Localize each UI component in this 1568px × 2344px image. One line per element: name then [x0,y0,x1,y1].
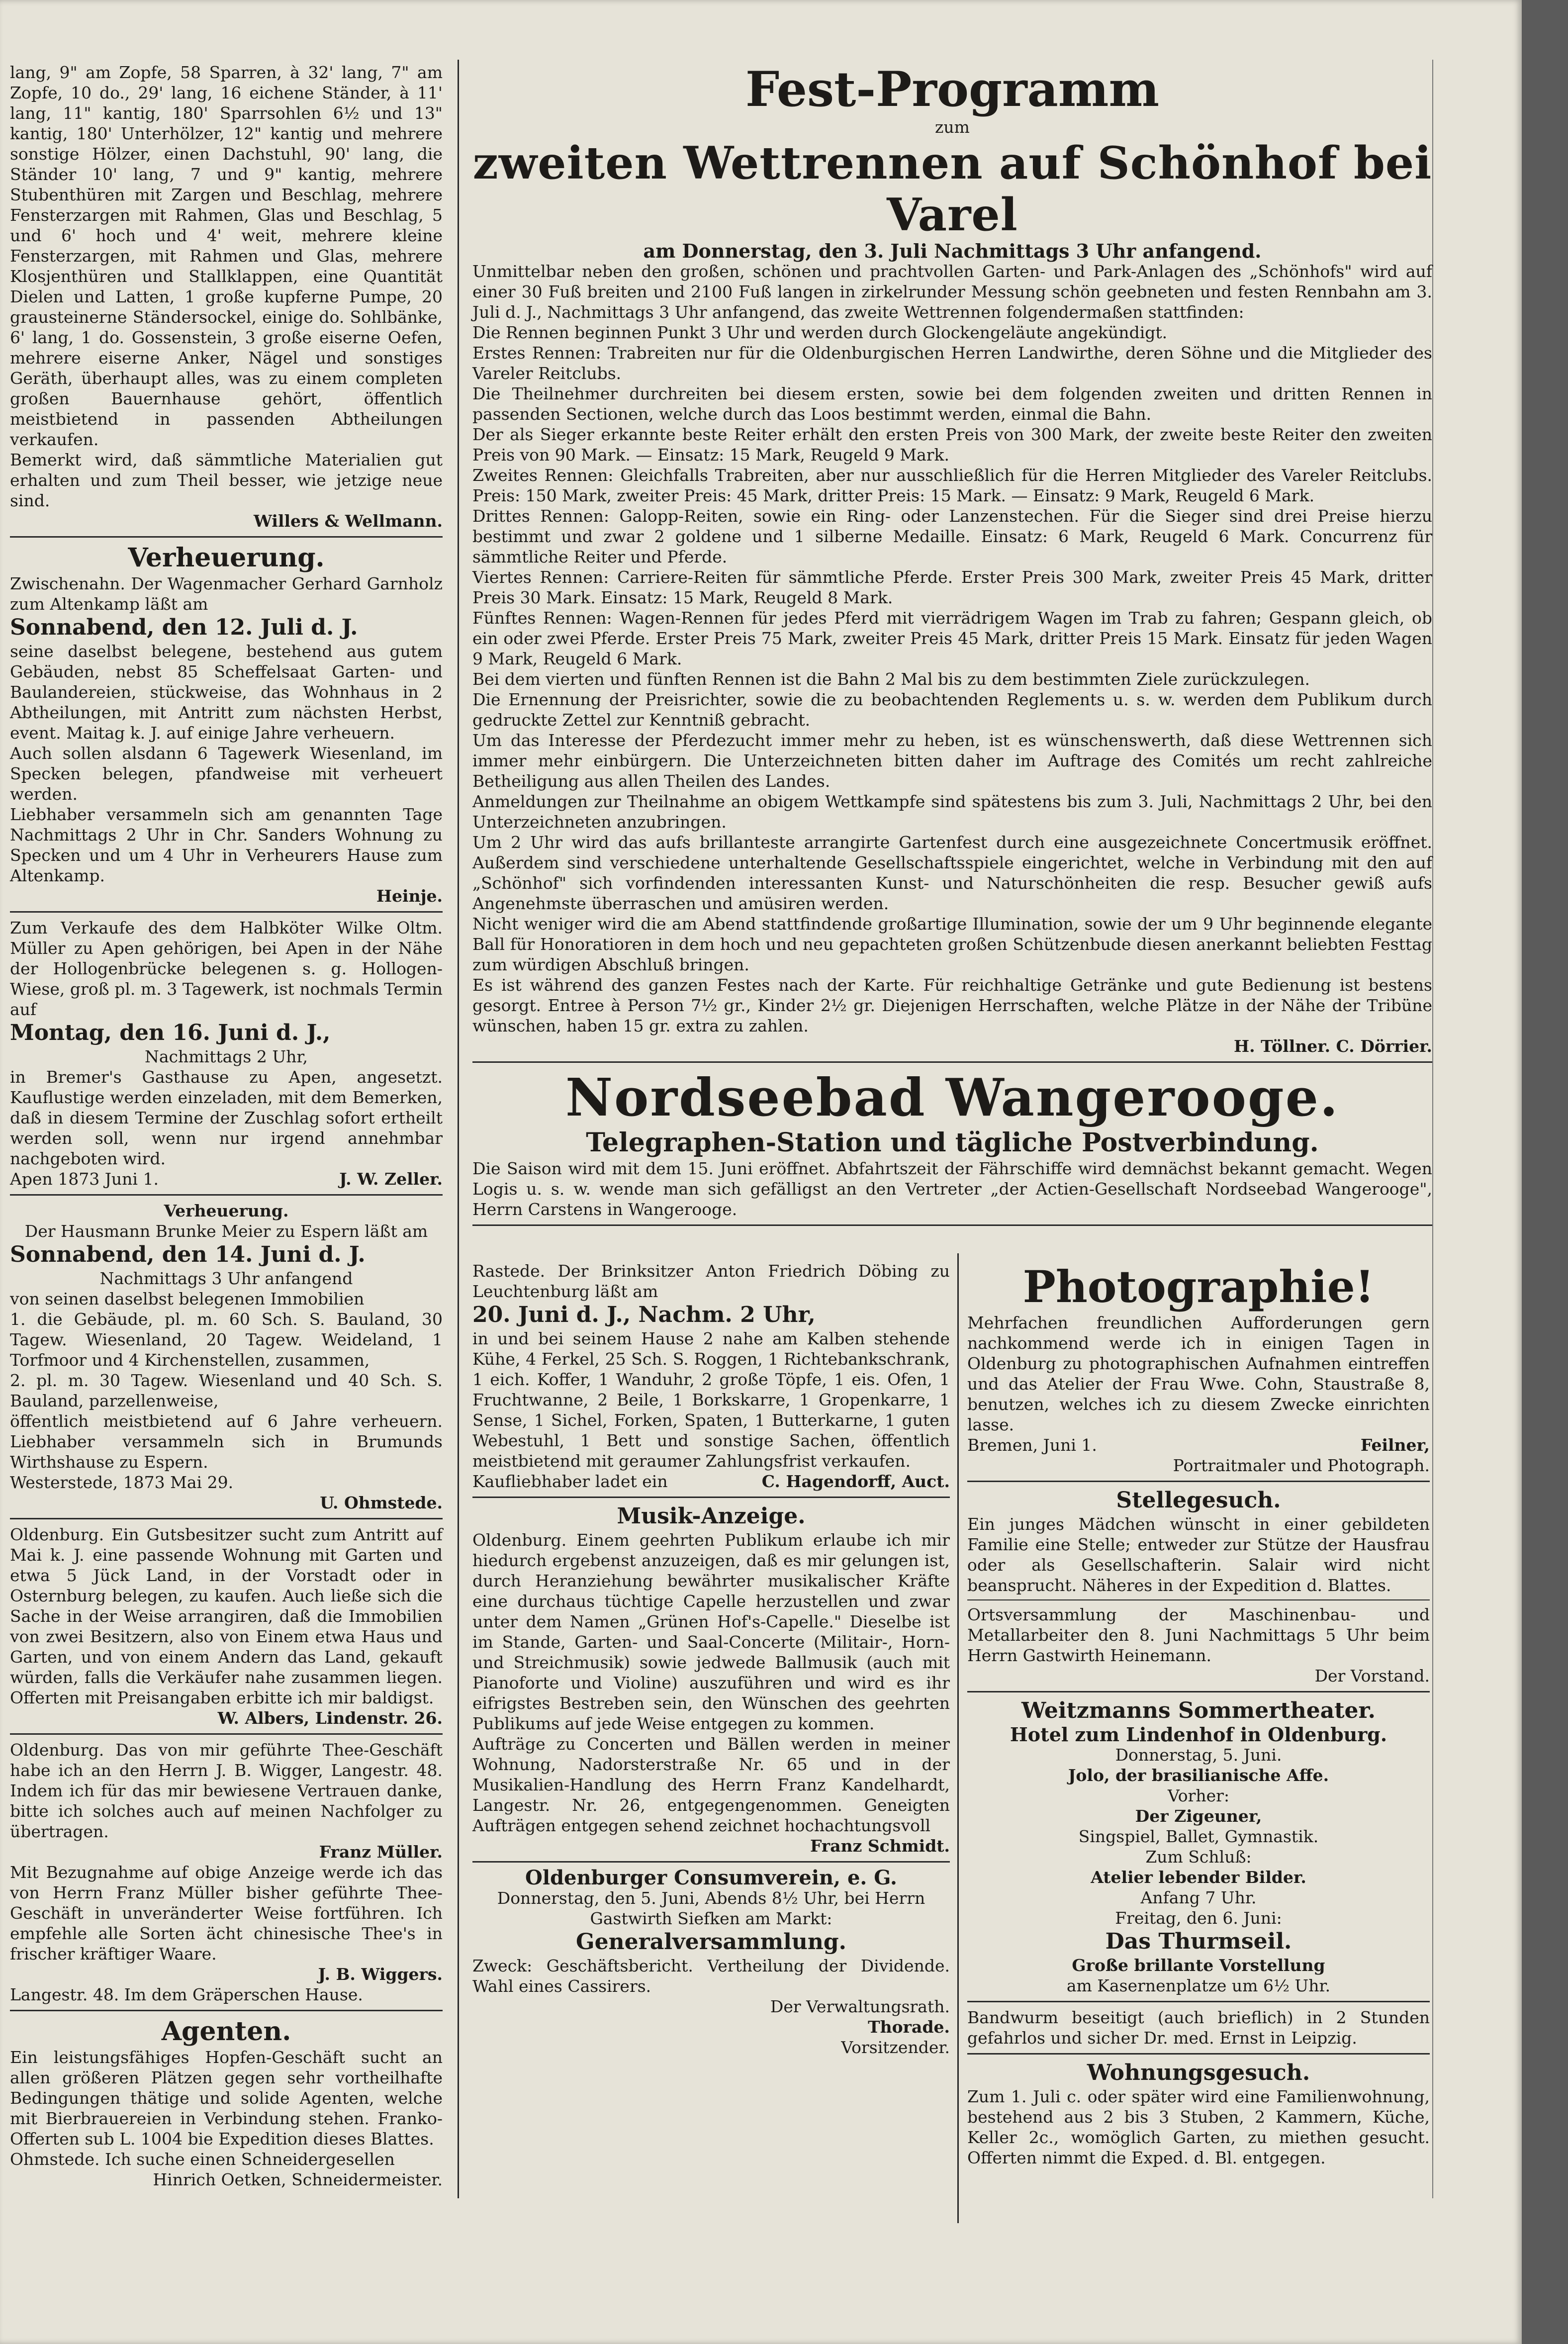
ad3-intro: Zum Verkaufe des dem Halbköter Wilke Oltm. Müller zu Apen gehörigen, bei Apen in der Nähe der Hollogenbrücke belegenen s. g. Hollogen-Wiese, groß pl. m. 3 Tagewerk, ist nochmals Termin auf [10,918,443,1019]
photo-text: Mehrfachen freundlichen Aufforderungen gern nachkommend werde ich in einigen Tagen in Oldenburg zu photographischen Aufnahmen eintreffen und das Atelier der Frau Wwe. Cohn, Staustraße 8, benutzen, welches ich zu diesem Zwecke einrichten lasse. [967,1313,1430,1434]
theater-sub: Hotel zum Lindenhof in Oldenburg. [1010,1723,1387,1746]
mid-ad3-title: Generalversammlung. [576,1929,846,1955]
ad1-sign: Willers & Wellmann. [253,511,443,531]
fest-p16: Es ist während des ganzen Festes nach der Karte. Für reichhaltige Getränke und gute Bedienung ist bestens gesorgt. Entree à Person 7½ gr., Kinder 2½ gr. Diejenigen Herrschaften, welche Plätze in der Nähe der Tribüne wünschen, haben 15 gr. extra zu zahlen. [472,975,1432,1035]
ad6-sign2: J. B. Wiggers. [318,1965,443,1984]
stelle-text: Ein junges Mädchen wünscht in einer gebildeten Familie eine Stelle; entweder zur Stütze der Hausfrau oder als Gesellschafterin. Salair wird nicht beansprucht. Näheres in der Expedition d. Blattes. [967,1514,1430,1595]
mid-ad3-zweck: Zweck: Geschäftsbericht. Vertheilung der Dividende. Wahl eines Cassirers. [472,1956,950,1996]
fest-p5: Der als Sieger erkannte beste Reiter erhält den ersten Preis von 300 Mark, der zweite beste Reiter den zweiten Preis von 90 Mark. — Einsatz: 15 Mark, Reugeld 9 Mark. [472,425,1432,465]
theater-head: Weitzmanns Sommertheater. [1021,1698,1376,1723]
lower-left-subcolumn [472,1261,950,2058]
divider [967,1691,1430,1692]
ad2-text: seine daselbst belegene, bestehend aus gutem Gebäuden, nebst 85 Scheffelsaat Garten- und Baulandereien, stückweise, das Wohnhaus in 2 Abtheilungen, mit Antritt zum nächsten Herbst, event. Maitag k. J. auf einige Jahre verheuern. [10,642,443,743]
stelle-head: Stellegesuch. [1116,1488,1281,1513]
right-column [472,62,1432,1231]
mid-ad1-intro: Rastede. Der Brinksitzer Anton Friedrich Döbing zu Leuchtenburg läßt am [472,1261,950,1301]
wohn-text: Zum 1. Juli c. oder später wird eine Familienwohnung, bestehend aus 2 bis 3 Stuben, 2 Kammern, Küche, Keller 2c., womöglich Garten, zu miethen gesucht. Offerten nimmt die Exped. d. Bl. entgegen. [967,2087,1430,2167]
theater-extra: Große brillante Vorstellung [1072,1956,1325,1975]
divider [10,1194,443,1196]
mid-ad2-text2: Aufträge zu Concerten und Bällen werden in meiner Wohnung, Nadorsterstraße Nr. 65 und in der Musikalien-Handlung des Herrn Franz Kandelhardt, Langestr. Nr. 26, entgegengenommen. Geneigten Aufträgen entgegen sehend zeichnet hochachtungsvoll [472,1734,950,1835]
fest-p1: Unmittelbar neben den großen, schönen und prachtvollen Garten- und Park-Anlagen des „Schönhofs" wird auf einer 30 Fuß breiten und 2100 Fuß langen in zirkelrunder Messung schön geebneten und festen Rennbahn am 3. Juli d. J., Nachmittags 3 Uhr anfangend, das zweite Wettrennen folgendermaßen stattfinden: [472,262,1432,322]
ad4-date: Sonnabend, den 14. Juni d. J. [10,1242,366,1267]
fest-subtitle: zweiten Wettrennen auf Schönhof bei Varel [472,137,1432,241]
ad2-text2: Auch sollen alsdann 6 Tagewerk Wiesenland, im Specken belegen, pfandweise mit verheuert werden. [10,744,443,804]
left-column [10,62,443,2190]
wohn-head: Wohnungsgesuch. [1087,2060,1310,2085]
photo-signline [967,1435,1430,1455]
mid-ad1-text: in und bei seinem Hause 2 nahe am Kalben stehende Kühe, 4 Ferkel, 25 Sch. S. Roggen, 1 Richtebankschrank, 1 eich. Koffer, 1 Wanduhr, 2 große Töpfe, 1 eis. Ofen, 1 Fruchtwanne, 2 Beile, 1 Borkskarre, 1 Gropenkarre, 1 Sense, 1 Sichel, Forken, Spaten, 1 Butterkarne, 1 guten Webestuhl, 1 Bett und sonstige Sachen, öffentlich meistbietend mit geraumer Zahlungsfrist verkaufen. [472,1329,950,1471]
mid-ad3-sign3: Vorsitzender. [841,2038,950,2057]
ad4-list-item: 2. pl. m. 30 Tagew. Wiesenland und 40 Sch. S. Bauland, parzellenweise, [10,1371,443,1410]
mid-ad3-text: Donnerstag, den 5. Juni, Abends 8½ Uhr, bei Herrn Gastwirth Siefken am Markt: [497,1888,925,1928]
fest-p10: Bei dem vierten und fünften Rennen ist die Bahn 2 Mal bis zu dem bestimmten Ziele zurückzulegen. [472,669,1310,689]
ad3-text: in Bremer's Gasthause zu Apen, angesetzt. Kauflustige werden einzeladen, mit dem Bemerken, daß in diesem Termine der Zuschlag sofort ertheilt werden soll, wenn nur irgend annehmbar nachgeboten wird. [10,1067,443,1168]
ad3-sign: J. W. Zeller. [339,1169,443,1189]
mid-ad1-date: 20. Juni d. J., Nachm. 2 Uhr, [472,1302,816,1327]
column-divider-lower [957,1253,959,2223]
divider [10,536,443,538]
fest-p13: Anmeldungen zur Theilnahme an obigem Wettkampfe sind spätestens bis zum 3. Juli, Nachmittags 2 Uhr, bei den Unterzeichneten anzubringen. [472,792,1432,832]
fest-p2: Die Rennen beginnen Punkt 3 Uhr und werden durch Glockengeläute angekündigt. [472,323,1168,342]
divider [472,1861,950,1863]
fest-p6: Zweites Rennen: Gleichfalls Trabreiten, aber nur ausschließlich für die Herren Mitglieder des Vareler Reitclubs. Preis: 150 Mark, zweiter Preis: 45 Mark, dritter Preis: 15 Mark. — Einsatz: 9 Mark, Reugeld 6 Mark. [472,466,1432,505]
divider [10,1733,443,1735]
ad7-text2: Ohmstede. Ich suche einen Schneidergesellen [10,2150,395,2169]
ad3-date: Montag, den 16. Juni d. J., [10,1020,331,1045]
divider [10,2010,443,2011]
photo-head: Photographie! [1022,1261,1375,1313]
photo-sign: Feilner, [1360,1435,1430,1455]
ad4-sign: U. Ohmstede. [320,1493,443,1512]
ad5-sign: W. Albers, Lindenstr. 26. [217,1708,443,1728]
ad2-date: Sonnabend, den 12. Juli d. J. [10,615,358,640]
ad6-addr: Langestr. 48. Im dem Gräperschen Hause. [10,1985,363,2004]
theater-play: Jolo, der brasilianische Affe. [1068,1766,1329,1785]
mid-ad1-sign: C. Hagendorff, Auct. [761,1472,950,1491]
right-margin-rule [1432,60,1433,2198]
fest-p14: Um 2 Uhr wird das aufs brillanteste arrangirte Gartenfest durch eine ausgezeichnete Concertmusik eröffnet. Außerdem sind verschiedene unterhaltende Gesellschaftsspiele eingerichtet, welche in Verbindung mit den auf „Schönhof" sich vorfindenden interessanten Kunst- und Naturschönheiten die resp. Besucher gewiß aufs Angenehmste überraschen und amüsiren werden. [472,833,1432,913]
ad4-list-item: 1. die Gebäude, pl. m. 60 Sch. S. Bauland, 30 Tagew. Wiesenland, 20 Tagew. Weideland, 1 Torfmoor und 4 Kirchenstellen, zusammen, [10,1310,443,1370]
divider [967,1481,1430,1482]
ad4-text2: öffentlich meistbietend auf 6 Jahre verheuern. Liebhaber versammeln sich in Brumunds Wirthshause zu Espern. [10,1411,443,1472]
orts-text: Ortsversammlung der Maschinenbau- und Metallarbeiter den 8. Juni Nachmittags 5 Uhr beim Herrn Gastwirth Heinemann. [967,1605,1430,1665]
mid-ad1-note: Kaufliebhaber ladet ein [472,1472,668,1491]
ad2-intro: Zwischenahn. Der Wagenmacher Gerhard Garnholz zum Altenkamp läßt am [10,574,443,614]
ad1-text: lang, 9" am Zopfe, 58 Sparren, à 32' lang, 7" am Zopfe, 10 do., 29' lang, 16 eichene Ständer, à 11' lang, 11" kantig, 180' Sparrsohlen 6½ und 13" kantig, 180' Unterhölzer, 12" kantig und mehrere sonstige Hölzer, einen Dachstuhl, 90' lang, die Ständer 10' lang, 7 und 9" kantig, mehrere Stubenthüren mit Zargen und Beschlag, mehrere Fensterzargen mit Rahmen, Glas und Beschlag, 5 und 6' hoch und 4' weit, mehrere kleine Fensterzargen, mit Rahmen und Glas, mehrere Klosjenthüren und Stallklappen, eine Quantität Dielen und Latten, 1 große kupferne Pumpe, 20 grausteinerne Ständersockel, einige do. Sohlbänke, 6' lang, 1 do. Gossenstein, 3 große eiserne Oefen, mehrere eiserne Anker, Nägel und sonstiges Geräth, überhaupt alles, was zu einem completen großen Bauernhause gehört, öffentlich meistbietend in passenden Abtheilungen verkaufen. [10,63,443,449]
divider [967,1599,1430,1600]
ad4-text: von seinen daselbst belegenen Immobilien [10,1289,365,1309]
nord-title: Nordseebad Wangerooge. [565,1067,1340,1128]
theater-extra2: am Kasernenplatze um 6½ Uhr. [1066,1976,1331,1995]
divider [10,1518,443,1519]
theater-play4: Das Thurmseil. [1105,1929,1292,1954]
ad4-place: Westerstede, 1873 Mai 29. [10,1473,234,1492]
ad6-text2: Mit Bezugnahme auf obige Anzeige werde ich das von Herrn Franz Müller bisher geführte Thee-Geschäft in unveränderter Weise fortführen. Ich empfehle alle Sorten ächt chinesische Thee's in frischer kräftiger Waare. [10,1863,443,1964]
ad3-signline [10,1169,443,1189]
ad3-time: Nachmittags 2 Uhr, [144,1047,308,1066]
ad1-note: Bemerkt wird, daß sämmtliche Materialien gut erhalten und zum Theil besser, wie jetzige neue sind. [10,450,443,510]
fest-p7: Drittes Rennen: Galopp-Reiten, sowie ein Ring- oder Lanzenstechen. Für die Sieger sind drei Preise hierzu bestimmt und zwar 2 goldene und 1 silberne Medaille. Einsatz: 6 Mark, Reugeld 6 Mark. Concurrenz für sämmtliche Reiter und Pferde. [472,506,1432,566]
fest-zum: zum [935,117,970,137]
page-edge [1522,0,1568,2344]
fest-p11: Die Ernennung der Preisrichter, sowie die zu beobachtenden Reglements u. s. w. werden dem Publikum durch gedruckte Zettel zur Kenntniß gebracht. [472,690,1432,730]
theater-time: Anfang 7 Uhr. [1140,1888,1257,1907]
ad2-text3: Liebhaber versammeln sich am genannten Tage Nachmittags 2 Uhr in Chr. Sanders Wohnung zu Specken und um 4 Uhr in Verheurers Hause zum Altenkamp. [10,805,443,885]
fest-p8: Viertes Rennen: Carriere-Reiten für sämmtliche Pferde. Erster Preis 300 Mark, zweiter Preis 45 Mark, dritter Preis 30 Mark. Einsatz: 15 Mark, Reugeld 8 Mark. [472,567,1432,607]
divider [967,2001,1430,2002]
theater-date2: Freitag, den 6. Juni: [1115,1908,1282,1928]
fest-sign: H. Töllner. C. Dörrier. [1233,1036,1432,1056]
theater-play3: Atelier lebender Bilder. [1091,1868,1306,1887]
theater-play2: Der Zigeuner, [1135,1806,1262,1826]
nord-text: Die Saison wird mit dem 15. Juni eröffnet. Abfahrtszeit der Fährschiffe wird demnächst bekannt gemacht. Wegen Logis u. s. w. wende man sich gefälligst an den Vertreter „der Actien-Gesellschaft Nordseebad Wangerooge", Herrn Carstens in Wangerooge. [472,1159,1432,1219]
ad7-text: Ein leistungsfähiges Hopfen-Geschäft sucht an allen größeren Plätzen gegen sehr vortheilhafte Bedingungen thätige und solide Agenten, welche mit Bierbrauereien in Verbindung stehen. Franko-Offerten sub L. 1004 bie Expedition dieses Blattes. [10,2048,443,2149]
mid-ad3-sign1: Der Verwaltungsrath. [770,1997,950,2016]
nord-subtitle: Telegraphen-Station und tägliche Postverbindung. [586,1127,1319,1158]
ad2-sign: Heinje. [376,886,443,906]
fest-title: Fest-Programm [745,61,1160,117]
divider [10,911,443,913]
ad7-sign: Hinrich Oetken, Schneidermeister. [153,2170,443,2189]
ad5-text: Oldenburg. Ein Gutsbesitzer sucht zum Antritt auf Mai k. J. eine passende Wohnung mit Garten und etwa 5 Jück Land, in der Vorstadt oder in Osternburg belegen, zu kaufen. Auch ließe sich die Sache in der Weise arrangiren, daß die Immobilien von zwei Besitzern, also von Einem etwa Haus und Garten, und von einem Andern das Land, gekauft würden, falls die Verkäufer nahe zusammen liegen. Offerten mit Preisangaben erbitte ich mir baldigst. [10,1525,443,1707]
ad4-time: Nachmittags 3 Uhr anfangend [99,1269,353,1288]
lower-right-subcolumn [967,1261,1430,2168]
divider [472,1061,1432,1063]
theater-vorher: Vorher: [1167,1786,1230,1805]
divider [472,1224,1432,1226]
mid-ad3-sign2: Thorade. [868,2017,950,2037]
fest-p9: Fünftes Rennen: Wagen-Rennen für jedes Pferd mit vierrädrigem Wagen im Trab zu fahren; Gespann gleich, ob ein oder zwei Pferde. Erster Preis 75 Mark, zweiter Preis 45 Mark, dritter Preis 15 Mark. Einsatz für jeden Wagen 9 Mark, Reugeld 6 Mark. [472,608,1432,668]
fest-p12: Um das Interesse der Pferdezucht immer mehr zu heben, ist es wünschenswerth, daß diese Wettrennen sich immer mehr einbürgern. Die Unterzeichneten bitten daher im Auftrage des Comités um recht zahlreiche Betheiligung aus allen Theilen des Landes. [472,731,1432,791]
divider [967,2053,1430,2055]
fest-p3: Erstes Rennen: Trabreiten nur für die Oldenburgischen Herren Landwirthe, deren Söhne und die Mitglieder des Vareler Reitclubs. [472,343,1432,383]
mid-ad3-head: Oldenburger Consumverein, e. G. [525,1866,897,1889]
mid-ad1-signline [472,1471,950,1492]
fest-p15: Nicht weniger wird die am Abend stattfindende großartige Illumination, sowie der um 9 Uhr beginnende elegante Ball für Honoratioren in dem hoch und neu gepachteten großen Schützenbude diesen anerkannt beliebten Festtag zum würdigen Abschluß bringen. [472,914,1432,974]
ad7-head: Agenten. [161,2016,291,2047]
theater-date: Donnerstag, 5. Juni. [1115,1745,1282,1765]
photo-role: Portraitmaler und Photograph. [1173,1456,1430,1475]
band-text: Bandwurm beseitigt (auch brieflich) in 2 Stunden gefahrlos und sicher Dr. med. Ernst in Leipzig. [967,2008,1430,2048]
photo-place: Bremen, Juni 1. [967,1435,1097,1455]
ad6-sign: Franz Müller. [319,1842,443,1862]
mid-ad2-sign: Franz Schmidt. [810,1836,950,1856]
orts-sign: Der Vorstand. [1314,1666,1430,1686]
fest-date: am Donnerstag, den 3. Juli Nachmittags 3 Uhr anfangend. [643,240,1262,262]
mid-ad2-text: Oldenburg. Einem geehrten Publikum erlaube ich mir hiedurch ergebenst anzuzeigen, daß es mir gelungen ist, durch Heranziehung bewährter musikalischer Kräfte eine durchaus tüchtige Capelle herzustellen und zwar unter dem Namen „Grünen Hof's-Capelle." Dieselbe ist im Stande, Garten- und Saal-Concerte (Militair-, Horn- und Streichmusik) sowie jedwede Ballmusik (auch mit Pianoforte und Violine) auszuführen und wird es ihr eifrigstes Bestreben sein, den Wünschen des geehrten Publikums auf jede Weise entgegen zu kommen. [472,1530,950,1733]
divider [472,1497,950,1498]
ad4-head: Verheuerung. [164,1201,289,1220]
theater-schluss: Zum Schluß: [1145,1847,1252,1867]
fest-p4: Die Theilnehmer durchreiten bei diesem ersten, sowie bei dem folgenden zweiten und dritten Rennen in passenden Sectionen, welche durch das Loos bestimmt werden, einmal die Bahn. [472,384,1432,424]
theater-genre: Singspiel, Ballet, Gymnastik. [1078,1827,1319,1846]
ad6-text: Oldenburg. Das von mir geführte Thee-Geschäft habe ich an den Herrn J. B. Wigger, Langestr. 48. Indem ich für das mir bewiesene Vertrauen danke, bitte ich solches auch auf meinen Nachfolger zu übertragen. [10,1740,443,1841]
ad2-head: Verheuerung. [128,543,325,573]
ad3-place: Apen 1873 Juni 1. [10,1169,159,1189]
column-divider [458,60,459,2198]
ad4-intro: Der Hausmann Brunke Meier zu Espern läßt am [24,1221,428,1241]
mid-ad2-head: Musik-Anzeige. [617,1503,806,1529]
